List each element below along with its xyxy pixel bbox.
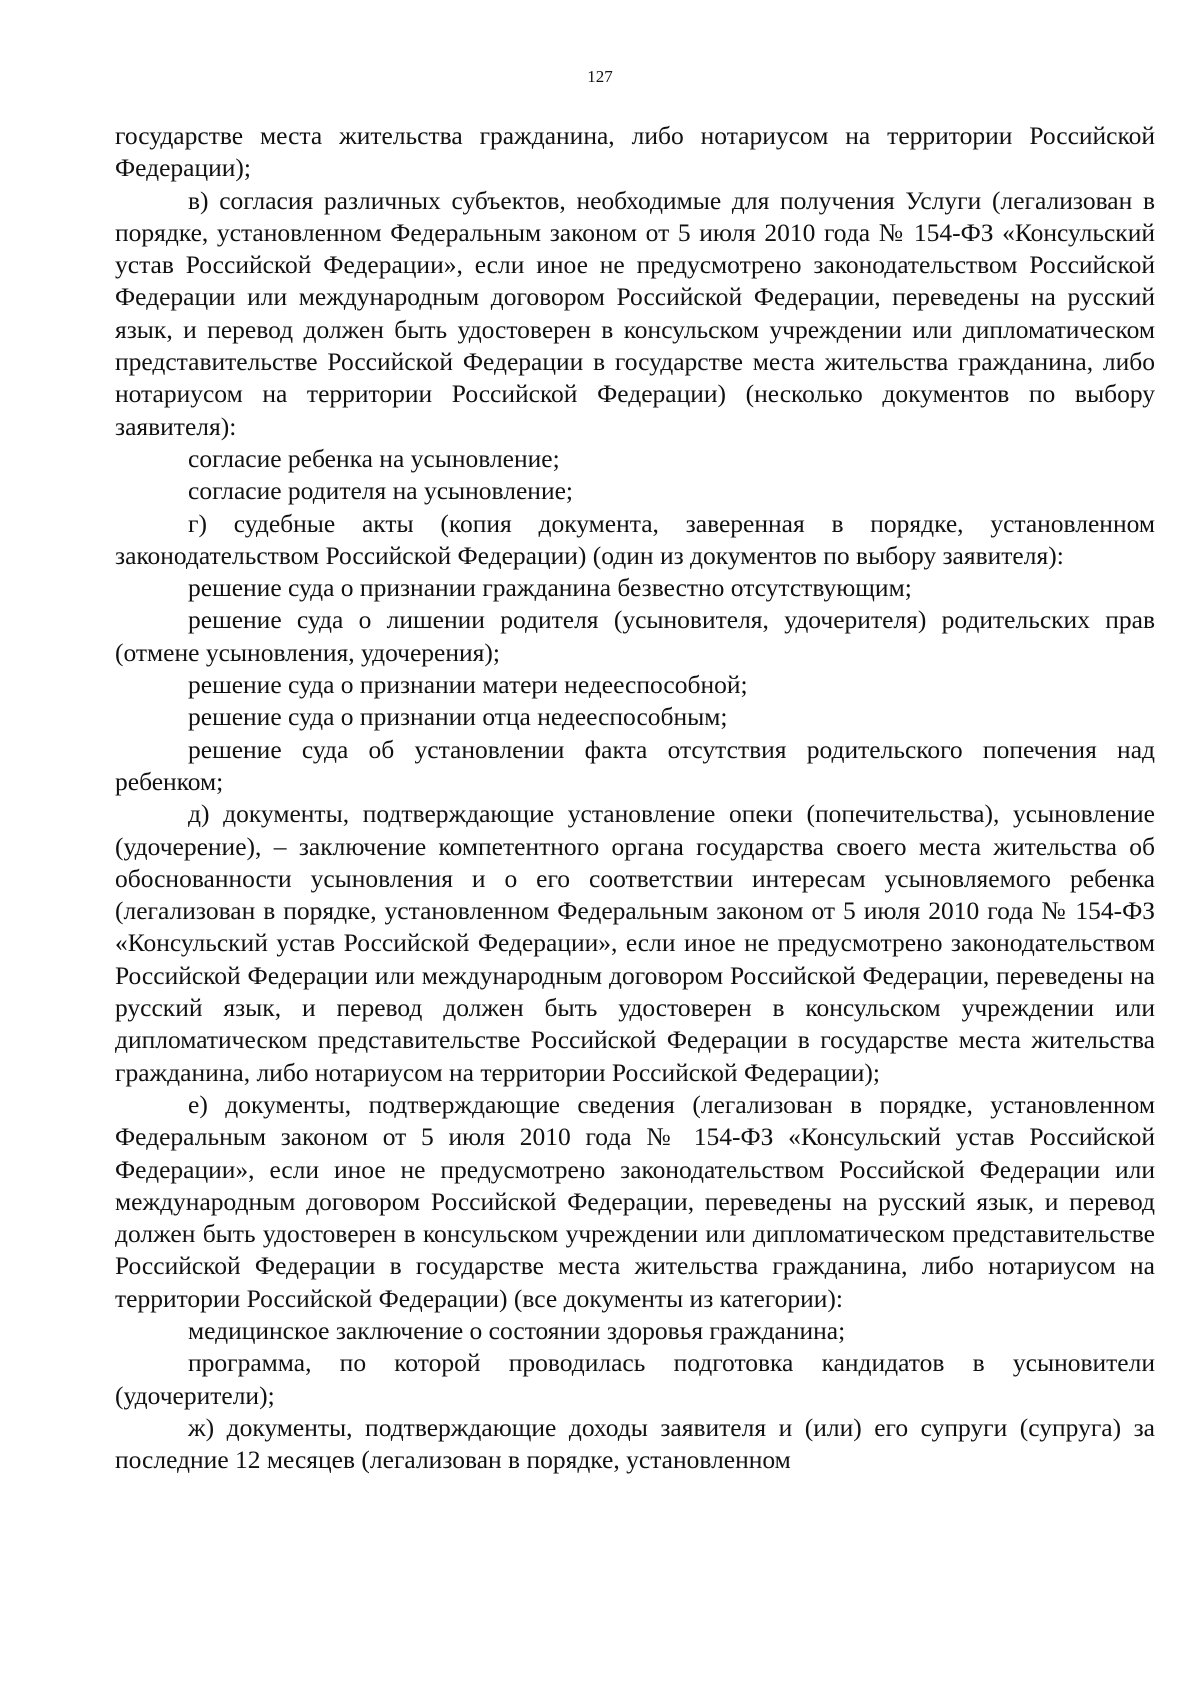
paragraph: медицинское заключение о состоянии здоровья гражданина; — [188, 1315, 846, 1345]
paragraph: согласие ребенка на усыновление; — [188, 443, 560, 473]
paragraph: г) судебные акты (копия документа, заверенная в порядке, установленном законодательством Российской Федерации) (один из документов по выбору заявителя): — [115, 508, 1155, 570]
paragraph: решение суда о лишении родителя (усыновителя, удочерителя) родительских прав (отмене усыновления, удочерения); — [115, 605, 1155, 667]
paragraph: е) документы, подтверждающие сведения (легализован в порядке, установленном Федеральным законом от 5 июля 2010 года № 154-ФЗ «Консульский устав Российской Федерации», если иное не предусмотрено законодательством Российской Федерации или международным договором Российской Федерации, переведены на русский язык, и перевод должен быть удостоверен в консульском учреждении или дипломатическом представительстве Российской Федерации в государстве места жительства гражданина, либо нотариусом на территории Российской Федерации) (все документы из категории): — [115, 1089, 1155, 1313]
paragraph: согласие родителя на усыновление; — [188, 476, 573, 506]
paragraph: решение суда о признании отца недееспособным; — [188, 702, 728, 732]
paragraph: д) документы, подтверждающие установление опеки (попечительства), усыновление (удочерение), – заключение компетентного органа государства своего места жительства об обоснованности усыновления и о его соответствии интересам усыновляемого ребенка (легализован в порядке, установленном Федеральным законом от 5 июля 2010 года № 154-ФЗ «Консульский устав Российской Федерации», если иное не предусмотрено законодательством Российской Федерации или международным договором Российской Федерации, переведены на русский язык, и перевод должен быть удостоверен в консульском учреждении или дипломатическом представительстве Российской Федерации в государстве места жительства гражданина, либо нотариусом на территории Российской Федерации); — [115, 799, 1155, 1087]
paragraph: ж) документы, подтверждающие доходы заявителя и (или) его супруги (супруга) за последние 12 месяцев (легализован в порядке, установленном — [115, 1412, 1155, 1475]
document-body — [115, 120, 1155, 1476]
paragraph: решение суда о признании гражданина безвестно отсутствующим; — [188, 573, 912, 603]
paragraph: решение суда о признании матери недееспособной; — [188, 670, 748, 700]
paragraph: государстве места жительства гражданина, либо нотариусом на территории Российской Федерации); — [115, 121, 1155, 183]
page-number: 127 — [587, 67, 613, 86]
paragraph: решение суда об установлении факта отсутствия родительского попечения над ребенком; — [115, 734, 1155, 796]
paragraph: программа, по которой проводилась подготовка кандидатов в усыновители (удочерители); — [115, 1348, 1155, 1410]
paragraph: в) согласия различных субъектов, необходимые для получения Услуги (легализован в порядке, установленном Федеральным законом от 5 июля 2010 года № 154-ФЗ «Консульский устав Российской Федерации», если иное не предусмотрено законодательством Российской Федерации или международным договором Российской Федерации, переведены на русский язык, и перевод должен быть удостоверен в консульском учреждении или дипломатическом представительстве Российской Федерации в государстве места жительства гражданина, либо нотариусом на территории Российской Федерации) (несколько документов по выбору заявителя): — [115, 185, 1155, 441]
